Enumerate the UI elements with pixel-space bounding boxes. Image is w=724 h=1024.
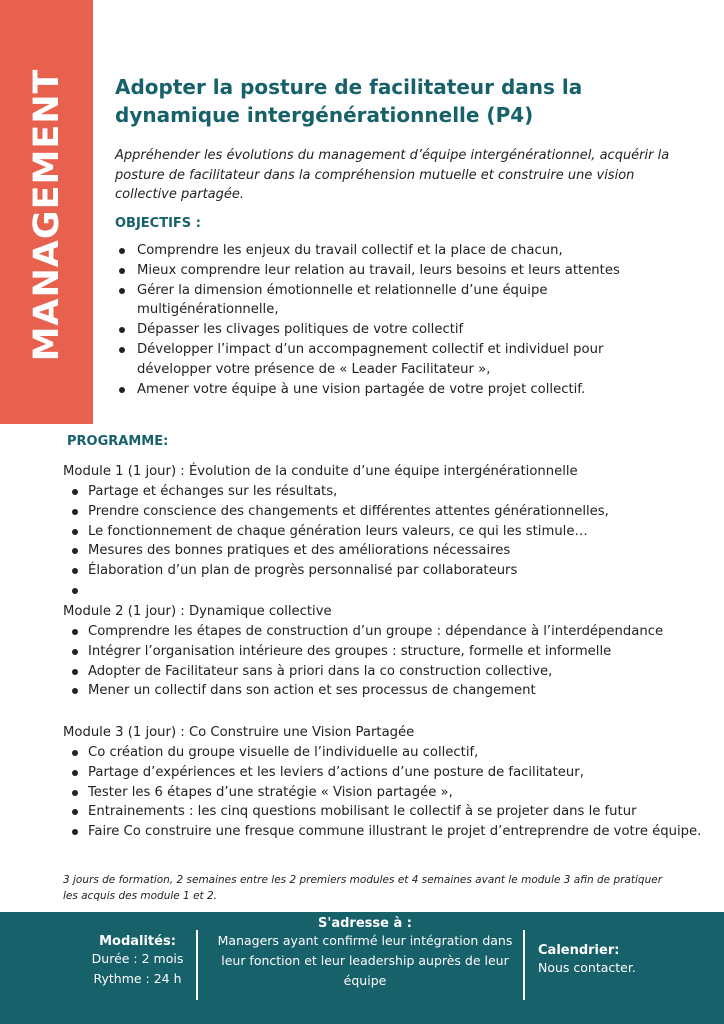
calendrier-heading: Calendrier: (538, 943, 620, 958)
module-item: Comprendre les étapes de construction d’un groupe : dépendance à l’interdépendance (63, 622, 703, 642)
module-item: Prendre conscience des changements et différentes attentes générationnelles, (63, 502, 703, 522)
objective-item: Comprendre les enjeux du travail collectif et la place de chacun, (115, 241, 675, 261)
intro-text: Appréhender les évolutions du management d’équipe intergénérationnel, acquérir la posture de facilitateur dans la compréhension mutuelle et construire une vision collective partagée. (115, 148, 670, 202)
module-3 (63, 723, 703, 842)
module-item-empty (63, 581, 703, 601)
module-item: Le fonctionnement de chaque génération leurs valeurs, ce qui les stimule… (63, 522, 703, 542)
module-item: Élaboration d’un plan de progrès personnalisé par collaborateurs (63, 561, 703, 581)
footer-band (0, 912, 724, 1024)
adresse-heading: S'adresse à : (318, 916, 412, 931)
duree-text: Durée : 2 mois (91, 951, 184, 966)
module-title: Module 1 (1 jour) : Évolution de la conduite d’une équipe intergénérationnelle (63, 464, 578, 479)
rythme-text: Rythme : 24 h (93, 971, 182, 986)
footer-divider (196, 930, 198, 1000)
calendrier-block (538, 943, 708, 978)
module-item: Mesures des bonnes pratiques et des améliorations nécessaires (63, 541, 703, 561)
adresse-block (210, 916, 520, 991)
calendrier-text: Nous contacter. (538, 960, 636, 975)
module-title: Module 2 (1 jour) : Dynamique collective (63, 604, 332, 619)
module-items (63, 622, 703, 701)
module-item: Entrainements : les cinq questions mobilisant le collectif à se projeter dans le futur (63, 802, 703, 822)
format-note: 3 jours de formation, 2 semaines entre les 2 premiers modules et 4 semaines avant le module 3 afin de pratiquer les acquis des module 1 et 2. (63, 874, 663, 902)
module-item: Mener un collectif dans son action et ses processus de changement (63, 681, 703, 701)
objective-item: Amener votre équipe à une vision partagée de votre projet collectif. (115, 380, 675, 400)
module-item: Tester les 6 étapes d’une stratégie « Vision partagée », (63, 783, 703, 803)
module-items (63, 743, 703, 842)
objectives-heading: OBJECTIFS : (115, 216, 201, 231)
module-1 (63, 462, 703, 601)
objective-item: Gérer la dimension émotionnelle et relationnelle d’une équipe multigénérationnelle, (115, 281, 675, 321)
objective-item: Dépasser les clivages politiques de votre collectif (115, 320, 675, 340)
side-label: MANAGEMENT (26, 68, 67, 362)
module-item: Partage et échanges sur les résultats, (63, 482, 703, 502)
page-title: Adopter la posture de facilitateur dans la dynamique intergénérationnelle (P4) (115, 75, 583, 127)
module-items (63, 482, 703, 601)
objective-item: Développer l’impact d’un accompagnement collectif et individuel pour développer votre présence de « Leader Facilitateur », (115, 340, 675, 380)
adresse-text: Managers ayant confirmé leur intégration dans leur fonction et leur leadership auprès de leur équipe (217, 933, 513, 988)
module-title: Module 3 (1 jour) : Co Construire une Vision Partagée (63, 725, 415, 740)
module-item: Partage d’expériences et les leviers d’actions d’une posture de facilitateur, (63, 763, 703, 783)
module-item: Faire Co construire une fresque commune illustrant le projet d’entreprendre de votre équipe. (63, 822, 703, 842)
footer-divider (523, 930, 525, 1000)
module-item: Adopter de Facilitateur sans à priori dans la co construction collective, (63, 662, 703, 682)
side-band (0, 0, 93, 424)
objective-item: Mieux comprendre leur relation au travail, leurs besoins et leurs attentes (115, 261, 675, 281)
module-2 (63, 602, 703, 701)
modalites-heading: Modalités: (99, 934, 176, 949)
programme-heading: PROGRAMME: (67, 434, 169, 449)
module-item: Co création du groupe visuelle de l’individuelle au collectif, (63, 743, 703, 763)
objectives-list (115, 241, 675, 399)
module-item: Intégrer l’organisation intérieure des groupes : structure, formelle et informelle (63, 642, 703, 662)
